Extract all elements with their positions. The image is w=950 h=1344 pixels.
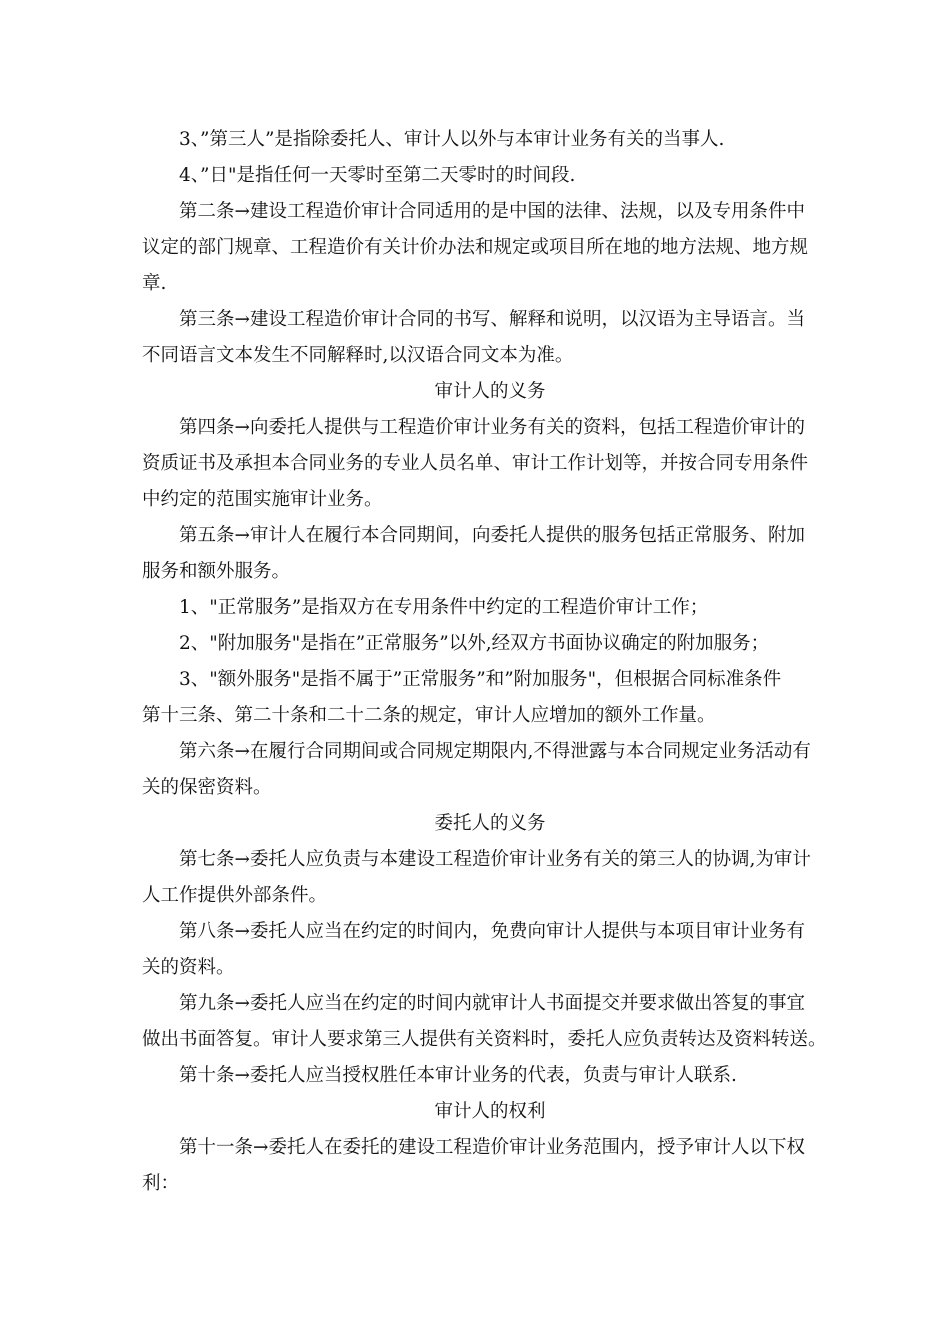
text-line: 第六条→在履行合同期间或合同规定期限内,不得泄露与本合同规定业务活动有 [179, 741, 811, 762]
text-line: 关的保密资料。 [142, 777, 272, 798]
text-line: 3、"额外服务"是指不属于”正常服务”和”附加服务"，但根据合同标准条件 [179, 669, 782, 690]
section-heading: 委托人的义务 [434, 813, 546, 834]
text-line: 第十条→委托人应当授权胜任本审计业务的代表，负责与审计人联系. [179, 1065, 737, 1086]
document-page [142, 122, 838, 1202]
text-line: 第十三条、第二十条和二十二条的规定，审计人应增加的额外工作量。 [142, 705, 716, 726]
text-line: 人工作提供外部条件。 [142, 885, 328, 906]
section-heading: 审计人的义务 [434, 381, 546, 402]
text-line: 第八条→委托人应当在约定的时间内，免费向审计人提供与本项目审计业务有 [179, 921, 806, 942]
text-line: 议定的部门规章、工程造价有关计价办法和规定或项目所在地的地方法规、地方规 [142, 237, 809, 258]
text-line: 资质证书及承担本合同业务的专业人员名单、审计工作计划等，并按合同专用条件 [142, 453, 809, 474]
text-line: 不同语言文本发生不同解释时,以汉语合同文本为准。 [142, 345, 574, 366]
text-line: 中约定的范围实施审计业务。 [142, 489, 383, 510]
text-line: 第五条→审计人在履行本合同期间，向委托人提供的服务包括正常服务、附加 [179, 525, 806, 546]
text-line: 第七条→委托人应负责与本建设工程造价审计业务有关的第三人的协调,为审计 [179, 849, 811, 870]
text-line: 做出书面答复。审计人要求第三人提供有关资料时，委托人应负责转达及资料转送。 [142, 1029, 827, 1050]
text-line: 3、”第三人”是指除委托人、审计人以外与本审计业务有关的当事人. [179, 129, 725, 150]
text-line: 利： [142, 1173, 180, 1194]
text-line: 第九条→委托人应当在约定的时间内就审计人书面提交并要求做出答复的事宜 [179, 993, 806, 1014]
section-heading: 审计人的权利 [434, 1101, 546, 1122]
text-line: 第十一条→委托人在委托的建设工程造价审计业务范围内，授予审计人以下权 [179, 1137, 806, 1158]
text-line: 第二条→建设工程造价审计合同适用的是中国的法律、法规，以及专用条件中 [179, 201, 806, 222]
text-line: 服务和额外服务。 [142, 561, 291, 582]
text-line: 关的资料。 [142, 957, 235, 978]
text-line: 4、”日"是指任何一天零时至第二天零时的时间段. [179, 165, 576, 186]
text-line: 1、"正常服务”是指双方在专用条件中约定的工程造价审计工作； [179, 597, 709, 618]
text-line: 2、"附加服务"是指在”正常服务”以外,经双方书面协议确定的附加服务； [179, 633, 770, 654]
text-line: 第三条→建设工程造价审计合同的书写、解释和说明，以汉语为主导语言。当 [179, 309, 806, 330]
text-line: 章. [142, 273, 167, 294]
text-line: 第四条→向委托人提供与工程造价审计业务有关的资料，包括工程造价审计的 [179, 417, 806, 438]
